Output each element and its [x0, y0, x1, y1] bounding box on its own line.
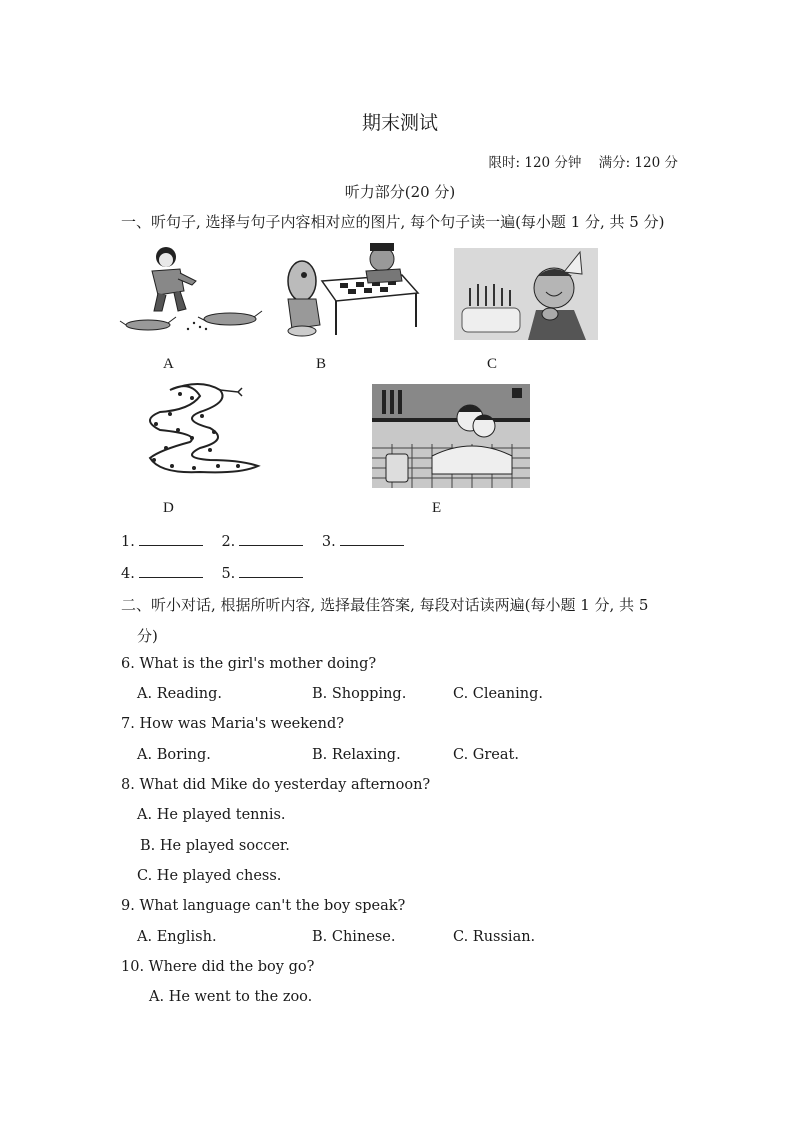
picture-b-playing-chess: [282, 241, 422, 339]
q6-option-a[interactable]: A. Reading.: [137, 686, 222, 702]
picture-a-boy-feeding-chickens: [118, 243, 268, 338]
answer-blank-1[interactable]: [139, 533, 203, 546]
question-10: 10. Where did the boy go?: [121, 959, 315, 975]
picture-c-birthday-boy-with-cake: [454, 248, 598, 340]
answer-blank-5[interactable]: [239, 565, 303, 578]
blank-number: 3.: [321, 534, 336, 550]
q6-option-c[interactable]: C. Cleaning.: [453, 686, 543, 702]
q9-option-c[interactable]: C. Russian.: [453, 929, 536, 945]
question-6: 6. What is the girl's mother doing?: [121, 656, 377, 672]
blank-number: 2.: [221, 534, 236, 550]
q9-option-b[interactable]: B. Chinese.: [312, 929, 396, 945]
section1-heading: 一、听句子, 选择与句子内容相对应的图片, 每个句子读一遍(每小题 1 分, 共 5 分): [121, 213, 665, 231]
q9-option-a[interactable]: A. English.: [137, 929, 217, 945]
listening-part-heading: 听力部分(20 分): [344, 183, 456, 201]
q7-option-c[interactable]: C. Great.: [453, 747, 519, 763]
answer-blanks-row2: [121, 565, 303, 582]
answer-blank-4[interactable]: [139, 565, 203, 578]
q7-option-a[interactable]: A. Boring.: [137, 747, 211, 763]
q8-option-a[interactable]: A. He played tennis.: [137, 807, 286, 823]
question-9: 9. What language can't the boy speak?: [121, 898, 406, 914]
answer-blank-2[interactable]: [239, 533, 303, 546]
question-8: 8. What did Mike do yesterday afternoon?: [121, 777, 431, 793]
blank-number: 4.: [121, 566, 135, 582]
picture-d-snake: [130, 380, 270, 480]
picture-label-c: C: [487, 356, 498, 372]
answer-blank-3[interactable]: [340, 533, 404, 546]
q8-option-b[interactable]: B. He played soccer.: [140, 838, 290, 854]
q10-option-a[interactable]: A. He went to the zoo.: [149, 989, 313, 1005]
blank-number: 1.: [121, 534, 135, 550]
picture-label-e: E: [432, 500, 442, 516]
question-7: 7. How was Maria's weekend?: [121, 716, 345, 732]
answer-blanks-row1: [121, 533, 404, 550]
picture-label-a: A: [163, 356, 174, 372]
q8-option-c[interactable]: C. He played chess.: [137, 868, 282, 884]
page-title: 期末测试: [361, 112, 438, 134]
q7-option-b[interactable]: B. Relaxing.: [312, 747, 401, 763]
q6-option-b[interactable]: B. Shopping.: [312, 686, 407, 702]
picture-label-d: D: [163, 500, 174, 516]
picture-e-kids-in-bedroom: [372, 384, 530, 488]
section2-heading-line2: 分): [137, 627, 158, 645]
time-and-score-limit: 限时: 120 分钟 满分: 120 分: [488, 155, 678, 171]
blank-number: 5.: [221, 566, 236, 582]
picture-label-b: B: [316, 356, 327, 372]
section2-heading-line1: 二、听小对话, 根据所听内容, 选择最佳答案, 每段对话读两遍(每小题 1 分, 共 5: [121, 596, 649, 614]
